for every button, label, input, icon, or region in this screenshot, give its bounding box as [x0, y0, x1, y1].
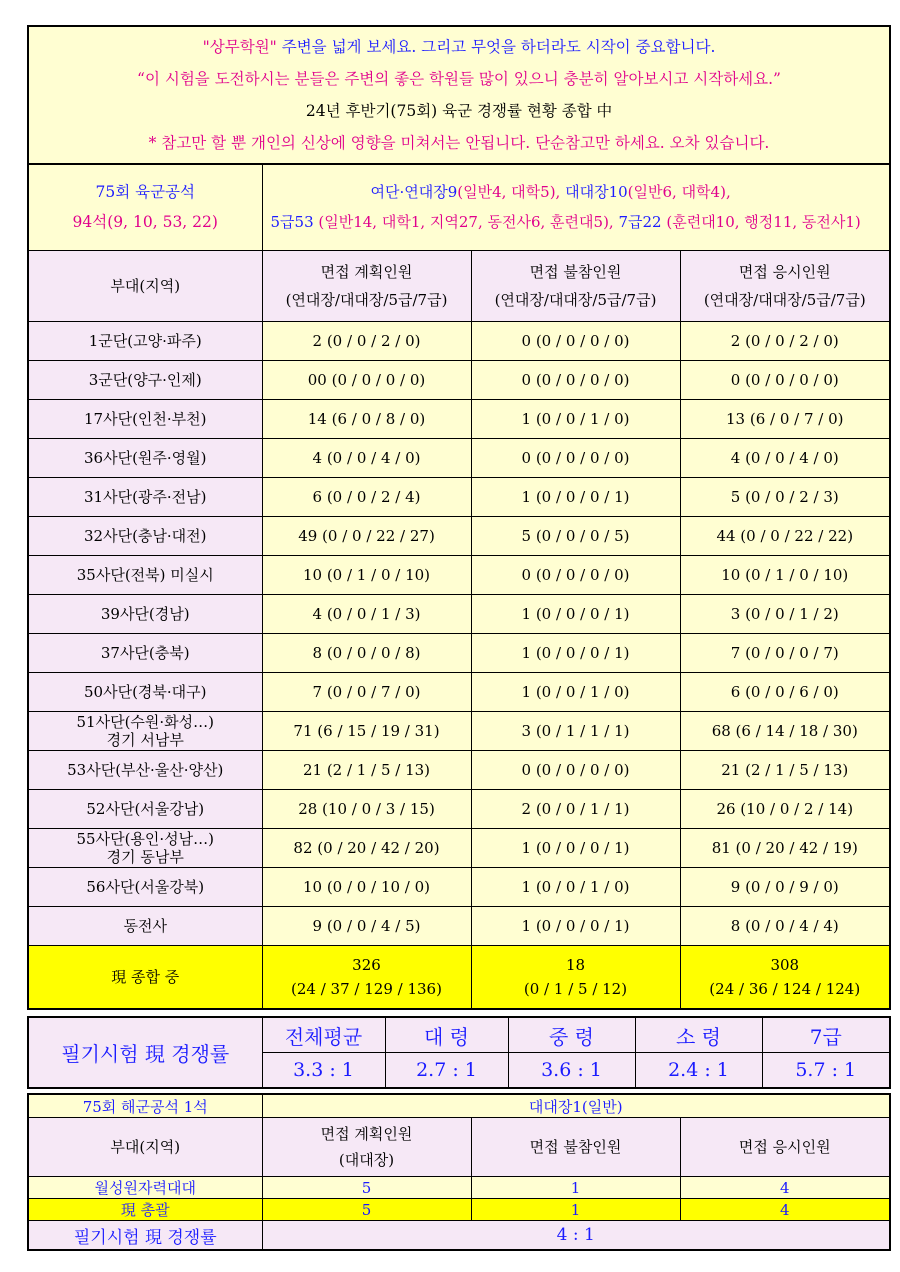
total-planned: 326 (24 / 37 / 129 / 136) [262, 945, 471, 1009]
ratio-header-grade7: 7급 [762, 1017, 890, 1053]
row-unit: 56사단(서울강북) [28, 867, 262, 906]
navy-total-planned: 5 [262, 1199, 471, 1221]
table-row [28, 672, 890, 711]
brand-name: "상무학원" [202, 38, 277, 56]
ratio-value-colonel: 2.7 : 1 [385, 1053, 508, 1089]
column-header-absent: 면접 불참인원 (연대장/대대장/5급/7급) [471, 250, 680, 321]
row-attended: 44 (0 / 0 / 22 / 22) [680, 516, 890, 555]
row-planned: 00 (0 / 0 / 0 / 0) [262, 360, 471, 399]
header-line-2: “이 시험을 도전하시는 분들은 주변의 좋은 학원들 많이 있으니 충분히 알아보시고 시작하세요.” [137, 70, 781, 88]
header-line-1: "상무학원" 주변을 넓게 보세요. 그리고 무엇을 하더라도 시작이 중요합니다. [202, 38, 716, 56]
army-vacancy-detail [262, 164, 890, 250]
ratio-header-major: 소 령 [635, 1017, 762, 1053]
navy-unit: 월성원자력대대 [28, 1177, 262, 1199]
row-attended: 9 (0 / 0 / 9 / 0) [680, 867, 890, 906]
header-line-4: * 참고만 할 뿐 개인의 신상에 영향을 미쳐서는 안됩니다. 단순참고만 하세요. 오차 있습니다. [148, 134, 770, 152]
row-attended: 6 (0 / 0 / 6 / 0) [680, 672, 890, 711]
table-row [28, 360, 890, 399]
navy-header-absent: 면접 불참인원 [471, 1118, 680, 1177]
row-absent: 1 (0 / 0 / 0 / 1) [471, 828, 680, 867]
row-unit: 53사단(부산·울산·양산) [28, 750, 262, 789]
row-planned: 6 (0 / 0 / 2 / 4) [262, 477, 471, 516]
row-planned: 10 (0 / 1 / 0 / 10) [262, 555, 471, 594]
table-row [28, 438, 890, 477]
data-rows [28, 321, 890, 945]
row-unit: 3군단(양구·인제) [28, 360, 262, 399]
row-absent: 2 (0 / 0 / 1 / 1) [471, 789, 680, 828]
row-absent: 3 (0 / 1 / 1 / 1) [471, 711, 680, 750]
row-planned: 9 (0 / 0 / 4 / 5) [262, 906, 471, 945]
table-row [28, 906, 890, 945]
row-attended: 5 (0 / 0 / 2 / 3) [680, 477, 890, 516]
navy-total-row [28, 1199, 890, 1221]
row-unit: 동전사 [28, 906, 262, 945]
navy-total-absent: 1 [471, 1199, 680, 1221]
row-attended: 68 (6 / 14 / 18 / 30) [680, 711, 890, 750]
ratio-value-overall: 3.3 : 1 [262, 1053, 385, 1089]
ratio-value-grade7: 5.7 : 1 [762, 1053, 890, 1089]
ratio-value-major: 2.4 : 1 [635, 1053, 762, 1089]
row-attended: 10 (0 / 1 / 0 / 10) [680, 555, 890, 594]
army-vacancy-title: 75회 육군공석 [95, 183, 195, 202]
row-unit: 37사단(충북) [28, 633, 262, 672]
row-unit: 32사단(충남·대전) [28, 516, 262, 555]
navy-total-label: 現 총괄 [28, 1199, 262, 1221]
vacancy-detail-line-1: 여단·연대장9(일반4, 대학5), 대대장10(일반6, 대학4), [370, 183, 731, 202]
total-absent: 18 (0 / 1 / 5 / 12) [471, 945, 680, 1009]
navy-header-attended: 면접 응시인원 [680, 1118, 890, 1177]
ratio-value-lt-colonel: 3.6 : 1 [508, 1053, 635, 1089]
row-absent: 1 (0 / 0 / 1 / 0) [471, 672, 680, 711]
table-row [28, 867, 890, 906]
navy-total-attended: 4 [680, 1199, 890, 1221]
row-planned: 4 (0 / 0 / 4 / 0) [262, 438, 471, 477]
row-unit: 35사단(전북) 미실시 [28, 555, 262, 594]
row-planned: 49 (0 / 0 / 22 / 27) [262, 516, 471, 555]
table-row [28, 633, 890, 672]
row-planned: 82 (0 / 20 / 42 / 20) [262, 828, 471, 867]
table-row [28, 750, 890, 789]
navy-vacancy-position: 대대장1(일반) [262, 1094, 890, 1118]
row-unit: 39사단(경남) [28, 594, 262, 633]
row-planned: 8 (0 / 0 / 0 / 8) [262, 633, 471, 672]
row-absent: 1 (0 / 0 / 1 / 0) [471, 867, 680, 906]
row-planned: 71 (6 / 15 / 19 / 31) [262, 711, 471, 750]
row-absent: 1 (0 / 0 / 0 / 1) [471, 594, 680, 633]
navy-competition-table [27, 1093, 891, 1251]
row-absent: 0 (0 / 0 / 0 / 0) [471, 555, 680, 594]
row-attended: 26 (10 / 0 / 2 / 14) [680, 789, 890, 828]
row-planned: 28 (10 / 0 / 3 / 15) [262, 789, 471, 828]
row-unit: 52사단(서울강남) [28, 789, 262, 828]
ratio-header-overall: 전체평균 [262, 1017, 385, 1053]
total-label: 現 종합 중 [28, 945, 262, 1009]
row-attended: 7 (0 / 0 / 0 / 7) [680, 633, 890, 672]
navy-data-row [28, 1177, 890, 1199]
navy-ratio-value: 4 : 1 [262, 1221, 890, 1251]
row-attended: 0 (0 / 0 / 0 / 0) [680, 360, 890, 399]
navy-ratio-label: 필기시험 現 경쟁률 [28, 1221, 262, 1251]
navy-absent: 1 [471, 1177, 680, 1199]
row-attended: 13 (6 / 0 / 7 / 0) [680, 399, 890, 438]
row-planned: 7 (0 / 0 / 7 / 0) [262, 672, 471, 711]
table-row [28, 555, 890, 594]
row-attended: 2 (0 / 0 / 2 / 0) [680, 321, 890, 360]
ratio-header-colonel: 대 령 [385, 1017, 508, 1053]
table-row [28, 594, 890, 633]
row-attended: 4 (0 / 0 / 4 / 0) [680, 438, 890, 477]
row-attended: 3 (0 / 0 / 1 / 2) [680, 594, 890, 633]
row-planned: 2 (0 / 0 / 2 / 0) [262, 321, 471, 360]
table-row [28, 828, 890, 867]
row-attended: 81 (0 / 20 / 42 / 19) [680, 828, 890, 867]
competition-ratio-table [27, 1016, 891, 1089]
row-absent: 1 (0 / 0 / 1 / 0) [471, 399, 680, 438]
army-competition-table [27, 25, 891, 1010]
row-planned: 14 (6 / 0 / 8 / 0) [262, 399, 471, 438]
row-absent: 0 (0 / 0 / 0 / 0) [471, 360, 680, 399]
row-planned: 4 (0 / 0 / 1 / 3) [262, 594, 471, 633]
row-planned: 21 (2 / 1 / 5 / 13) [262, 750, 471, 789]
row-absent: 1 (0 / 0 / 0 / 1) [471, 477, 680, 516]
table-row [28, 516, 890, 555]
army-vacancy-seats: 94석(9, 10, 53, 22) [72, 213, 218, 232]
column-header-unit: 부대(지역) [28, 250, 262, 321]
row-unit: 55사단(용인·성남…) 경기 동남부 [28, 828, 262, 867]
notice-header [28, 26, 890, 164]
navy-header-unit: 부대(지역) [28, 1118, 262, 1177]
navy-attended: 4 [680, 1177, 890, 1199]
navy-header-planned: 면접 계획인원 (대대장) [262, 1118, 471, 1177]
table-row [28, 789, 890, 828]
table-row [28, 321, 890, 360]
row-unit: 51사단(수원·화성…) 경기 서남부 [28, 711, 262, 750]
row-unit: 1군단(고양·파주) [28, 321, 262, 360]
row-attended: 21 (2 / 1 / 5 / 13) [680, 750, 890, 789]
row-unit: 36사단(원주·영월) [28, 438, 262, 477]
column-header-planned: 면접 계획인원 (연대장/대대장/5급/7급) [262, 250, 471, 321]
row-unit: 17사단(인천·부천) [28, 399, 262, 438]
row-unit: 50사단(경북·대구) [28, 672, 262, 711]
navy-vacancy-title: 75회 해군공석 1석 [28, 1094, 262, 1118]
table-row [28, 711, 890, 750]
column-header-attended: 면접 응시인원 (연대장/대대장/5급/7급) [680, 250, 890, 321]
table-row [28, 477, 890, 516]
ratio-label: 필기시험 現 경쟁률 [28, 1017, 262, 1088]
table-row [28, 399, 890, 438]
row-absent: 0 (0 / 0 / 0 / 0) [471, 321, 680, 360]
navy-planned: 5 [262, 1177, 471, 1199]
total-row [28, 945, 890, 1009]
row-unit: 31사단(광주·전남) [28, 477, 262, 516]
row-absent: 0 (0 / 0 / 0 / 0) [471, 750, 680, 789]
vacancy-detail-line-2: 5급53 (일반14, 대학1, 지역27, 동전사6, 훈련대5), 7급22 (훈련대10, 행정11, 동전사1) [270, 213, 861, 232]
row-absent: 1 (0 / 0 / 0 / 1) [471, 633, 680, 672]
header-line-3: 24년 후반기(75회) 육군 경쟁률 현황 종합 中 [305, 102, 613, 120]
ratio-header-lt-colonel: 중 령 [508, 1017, 635, 1053]
row-absent: 1 (0 / 0 / 0 / 1) [471, 906, 680, 945]
row-absent: 5 (0 / 0 / 0 / 5) [471, 516, 680, 555]
army-vacancy-summary [28, 164, 262, 250]
row-planned: 10 (0 / 0 / 10 / 0) [262, 867, 471, 906]
row-absent: 0 (0 / 0 / 0 / 0) [471, 438, 680, 477]
total-attended: 308 (24 / 36 / 124 / 124) [680, 945, 890, 1009]
row-attended: 8 (0 / 0 / 4 / 4) [680, 906, 890, 945]
